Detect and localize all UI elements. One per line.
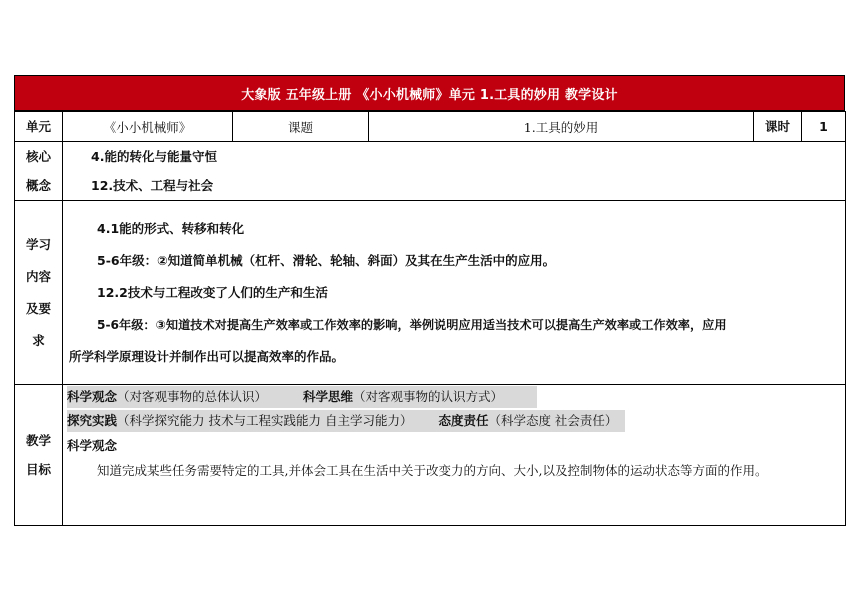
goal-dimension-desc: （对客观事物的认识方式）	[353, 389, 504, 404]
goal-paragraph: 知道完成某些任务需要特定的工具,并体会工具在生活中关于改变力的方向、大小,以及控制物体的运动状态等方面的作用。	[97, 463, 768, 478]
unit-value: 《小小机械师》	[63, 112, 233, 142]
lesson-plan-table	[14, 111, 846, 526]
lesson-plan-document	[14, 75, 845, 526]
core-concept-item: 12.技术、工程与社会	[91, 178, 214, 193]
hours-value: 1	[802, 112, 846, 142]
goal-dimension-name: 态度责任	[438, 413, 489, 428]
core-concepts-label-line: 概念	[25, 178, 51, 193]
unit-label: 单元	[15, 112, 63, 142]
goal-dimension-desc: （科学态度 社会责任）	[488, 413, 618, 428]
core-concepts-row	[15, 142, 846, 201]
core-concepts-label	[15, 142, 63, 201]
teaching-goals-label	[15, 385, 63, 526]
teaching-goals-row	[15, 385, 846, 526]
document-title-banner: 大象版 五年级上册 《小小机械师》单元 1.工具的妙用 教学设计	[14, 75, 845, 111]
topic-label: 课题	[233, 112, 369, 142]
learning-label-line: 及要	[25, 300, 51, 316]
goal-dimension-name: 科学思维	[303, 389, 354, 404]
goal-dimension-name: 科学观念	[67, 389, 118, 404]
learning-content-row	[15, 201, 846, 385]
topic-value: 1.工具的妙用	[369, 112, 754, 142]
core-concept-item: 4.能的转化与能量守恒	[91, 149, 217, 164]
teaching-goals-body	[63, 385, 846, 526]
goal-dimension-tag	[67, 386, 537, 408]
learning-content-body	[63, 201, 846, 385]
goal-dimensions-row-2	[63, 409, 845, 433]
goal-dimension-desc: （对客观事物的总体认识）	[117, 389, 268, 404]
core-concepts-label-line: 核心	[25, 149, 51, 164]
core-concepts-content	[63, 142, 846, 201]
goal-dimension-desc: （科学探究能力 技术与工程实践能力 自主学习能力）	[117, 413, 413, 428]
learning-content-label	[15, 201, 63, 385]
goal-dimension-tag	[67, 410, 625, 432]
goals-label-line: 教学	[25, 433, 51, 448]
learning-label-line: 求	[32, 332, 45, 348]
learning-line: 5-6年级：③知道技术对提高生产效率或工作效率的影响，举例说明应用适当技术可以提高生产效率或工作效率，应用	[97, 317, 727, 332]
goal-section-title: 科学观念	[67, 438, 118, 453]
header-row	[15, 112, 846, 142]
learning-line: 5-6年级：②知道简单机械（杠杆、滑轮、轮轴、斜面）及其在生产生活中的应用。	[97, 252, 556, 268]
learning-line: 12.2技术与工程改变了人们的生产和生活	[97, 284, 328, 300]
learning-label-line: 学习	[25, 236, 51, 252]
goal-dimension-name: 探究实践	[67, 413, 118, 428]
learning-label-line: 内容	[25, 268, 51, 284]
goals-label-line: 目标	[25, 462, 51, 477]
learning-line: 4.1能的形式、转移和转化	[97, 220, 245, 236]
goal-dimensions-row-1	[63, 385, 845, 409]
learning-line: 所学科学原理设计并制作出可以提高效率的作品。	[69, 348, 345, 364]
hours-label: 课时	[754, 112, 802, 142]
